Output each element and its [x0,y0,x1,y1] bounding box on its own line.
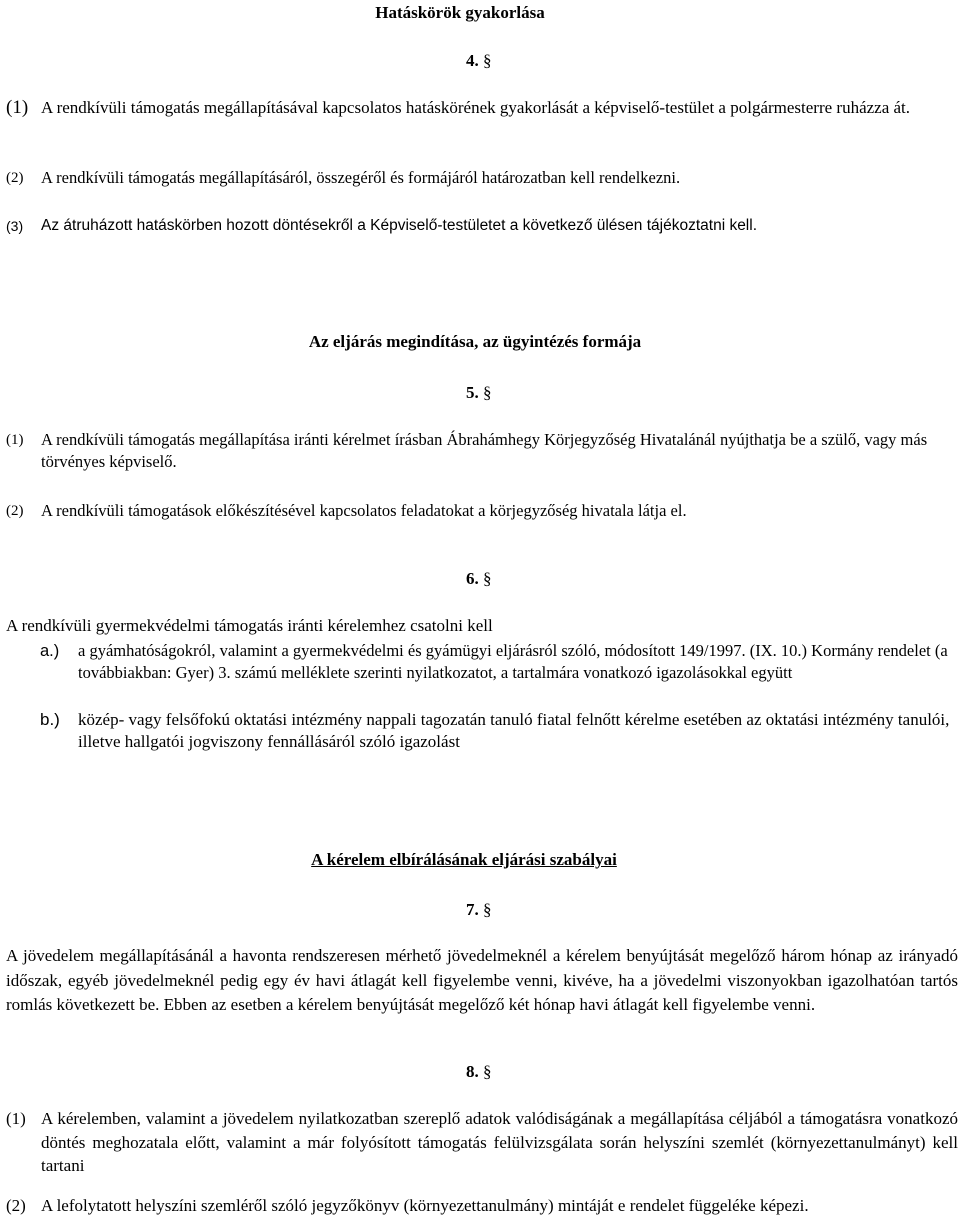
section-6-number: 6. [466,569,479,588]
para-number: (2) [6,170,24,186]
para-number: (1) [6,432,24,448]
para-text: A rendkívüli támogatás megállapításával kapcsolatos hatáskörének gyakorlását a képviselő-testület a polgármesterre ruházza át. [41,98,911,117]
section-4-para-3 [6,215,958,237]
section-7-number: 7. [466,900,479,919]
section-5-number: 5. [466,383,479,402]
para-text: A kérelemben, valamint a jövedelem nyilatkozatban szereplő adatok valódiságának a megállapítása céljából a támogatásra vonatkozó döntés meghozatala előtt, valamint a már folyósított támogatás felülvizsgálata során helyszíni szemlét (környezettanulmányt) kell tartani [41,1109,958,1175]
section-heading-elbiralas: A kérelem elbírálásának eljárási szabályai [311,850,617,869]
section-7-heading [466,899,526,921]
list-item-text: közép- vagy felsőfokú oktatási intézmény nappali tagozatán tanuló fiatal felnőtt kérelme esetében az oktatási intézmény tanulói, illetve hallgatói jogviszony fennállásáról szóló igazolást [78,710,950,751]
list-item-label: b.) [40,710,60,729]
section-7-text: A jövedelem megállapításánál a havonta rendszeresen mérhető jövedelmeknél a kérelem benyújtását megelőző három hónap az irányadó időszak, egyéb jövedelmeknél pedig egy év havi átlagát kell figyelembe venni, kivéve, ha a jövedelmi viszonyokban igazolhatóan tartós romlás következett be. Ebben az esetben a kérelem benyújtását megelőző két hónap havi átlagát kell figyelembe venni. [6,946,958,1014]
section-heading-eljaras: Az eljárás megindítása, az ügyintézés formája [308,332,642,351]
list-item-text: a gyámhatóságokról, valamint a gyermekvédelmi és gyámügyi eljárásról szóló, módosított 149/1997. (IX. 10.) Kormány rendelet (a továbbiakban: Gyer) 3. számú melléklete szerinti nyilatkozatot, a tartalmára vonatkozó igazolásokkal együtt [78,641,948,682]
section-sign: § [483,51,492,70]
para-number: (2) [6,503,24,519]
section-5-heading [466,382,526,404]
section-4-para-1 [6,97,958,119]
section-6-intro: A rendkívüli gyermekvédelmi támogatás iránti kérelemhez csatolni kell [6,616,493,635]
section-8-para-1 [6,1107,958,1178]
section-5-para-2 [6,500,958,522]
para-number: (1) [6,97,29,118]
section-8-number: 8. [466,1062,479,1081]
section-sign: § [483,569,492,588]
para-number: (3) [6,218,24,234]
section-6-heading [466,568,526,590]
section-8-para-2 [6,1195,958,1217]
section-sign: § [483,383,492,402]
section-sign: § [483,900,492,919]
para-number: (1) [6,1109,26,1128]
page-title: Hatáskörök gyakorlása [375,3,545,22]
section-5-para-1 [6,429,958,473]
para-text: A rendkívüli támogatás megállapításáról, összegéről és formájáról határozatban kell rendelkezni. [41,168,681,187]
list-item-label: a.) [40,642,60,660]
section-8-heading [466,1061,526,1083]
section-4-number: 4. [466,51,479,70]
para-text: A rendkívüli támogatás megállapítása iránti kérelmet írásban Ábrahámhegy Körjegyzőség Hivatalánál nyújthatja be a szülő, vagy más törvényes képviselő. [41,430,928,471]
para-text: Az átruházott hatáskörben hozott döntésekről a Képviselő-testületet a következő ülésen tájékoztatni kell. [41,217,758,234]
para-number: (2) [6,1196,26,1215]
para-text: A rendkívüli támogatások előkészítésével kapcsolatos feladatokat a körjegyzőség hivatala látja el. [41,501,687,520]
section-4-para-2 [6,167,958,189]
section-6-item-a [40,640,958,684]
section-4-heading [466,50,526,72]
section-sign: § [483,1062,492,1081]
section-6-item-b [40,709,958,753]
para-text: A lefolytatott helyszíni szemléről szóló jegyzőkönyv (környezettanulmány) mintáját e rendelet függeléke képezi. [41,1196,809,1215]
